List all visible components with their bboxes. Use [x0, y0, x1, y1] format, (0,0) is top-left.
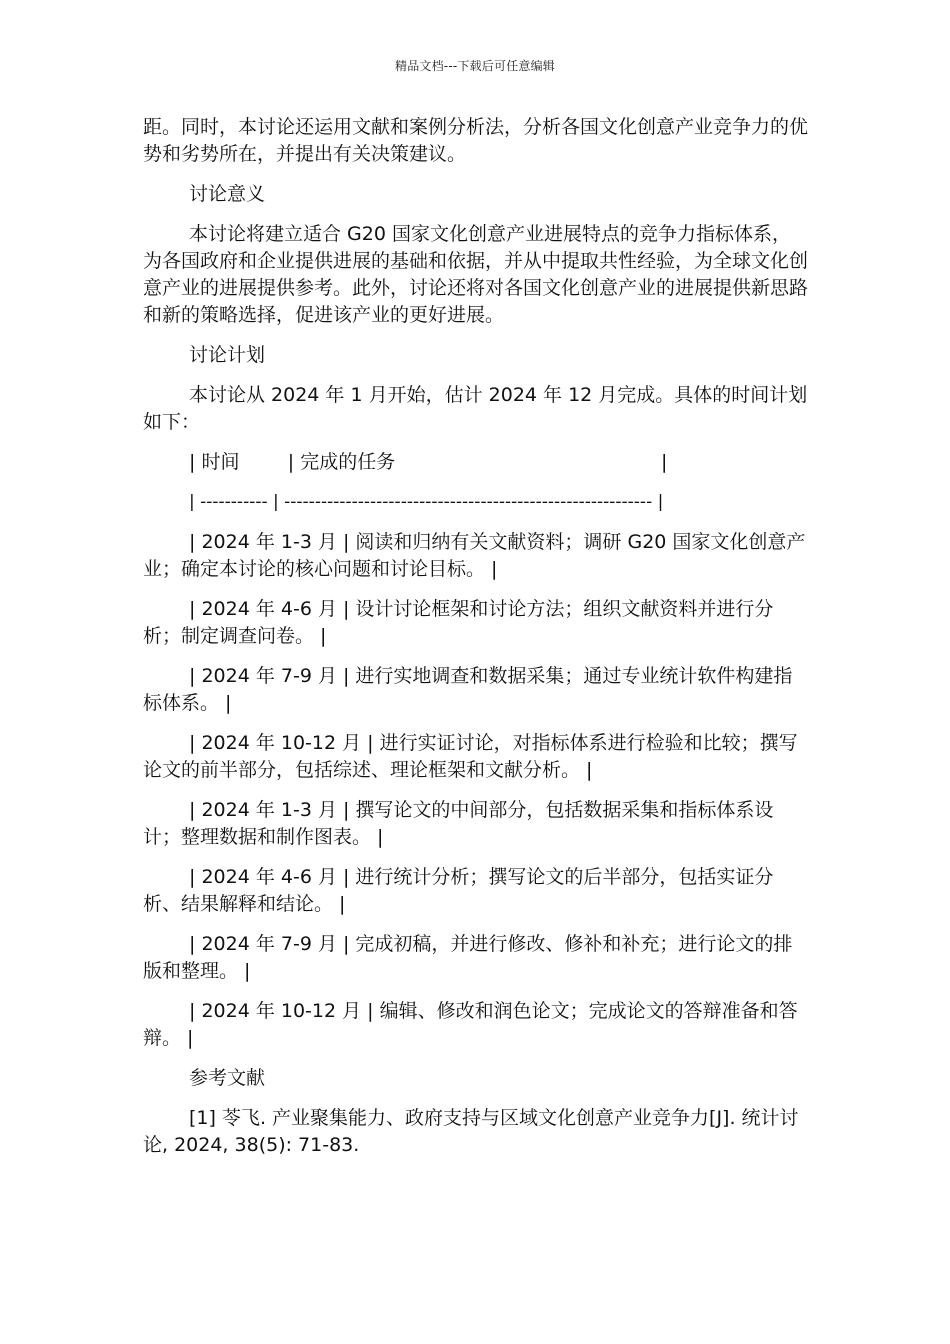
plan-paragraph: 本讨论从 2024 年 1 月开始，估计 2024 年 12 月完成。具体的时间计划如下：: [143, 384, 808, 433]
schedule-row: | 2024 年 10-12 月 | 进行实证讨论，对指标体系进行检验和比较；撰写论文的前半部分，包括综述、理论框架和文献分析。 |: [143, 732, 798, 781]
schedule-table-separator: | ----------- | ------------------------------------------------------------ |: [189, 492, 664, 512]
significance-paragraph: 本讨论将建立适合 G20 国家文化创意产业进展特点的竞争力指标体系，为各国政府和企业提供进展的基础和依据，并从中提取共性经验，为全球文化创意产业的进展提供参考。此外，讨论还将对各国文化创意产业的进展提供新思路和新的策略选择，促进该产业的更好进展。: [143, 223, 809, 326]
schedule-row: | 2024 年 10-12 月 | 编辑、修改和润色论文；完成论文的答辩准备和答辩。 |: [143, 1000, 798, 1049]
page-header: 精品文档---下载后可任意编辑: [395, 59, 555, 73]
significance-heading: 讨论意义: [189, 183, 266, 205]
schedule-row: | 2024 年 4-6 月 | 设计讨论框架和讨论方法；组织文献资料并进行分析；制定调查问卷。 |: [143, 598, 774, 647]
references-heading: 参考文献: [189, 1067, 266, 1089]
schedule-row: | 2024 年 1-3 月 | 撰写论文的中间部分，包括数据采集和指标体系设计；整理数据和制作图表。 |: [143, 799, 774, 848]
schedule-row: | 2024 年 4-6 月 | 进行统计分析；撰写论文的后半部分，包括实证分析、结果解释和结论。 |: [143, 866, 774, 915]
document-body: [143, 114, 808, 1172]
intro-continuation-paragraph: 距。同时，本讨论还运用文献和案例分析法，分析各国文化创意产业竞争力的优势和劣势所在，并提出有关决策建议。: [143, 116, 809, 165]
schedule-row: | 2024 年 7-9 月 | 进行实地调查和数据采集；通过专业统计软件构建指标体系。 |: [143, 665, 793, 714]
schedule-row: | 2024 年 1-3 月 | 阅读和归纳有关文献资料；调研 G20 国家文化创意产业；确定本讨论的核心问题和讨论目标。 |: [143, 531, 806, 580]
reference-item: [1] 苓飞. 产业聚集能力、政府支持与区域文化创意产业竞争力[J]. 统计讨论, 2024, 38(5): 71-83.: [143, 1107, 799, 1156]
schedule-row: | 2024 年 7-9 月 | 完成初稿，并进行修改、修补和补充；进行论文的排版和整理。 |: [143, 933, 793, 982]
plan-heading: 讨论计划: [189, 344, 266, 366]
schedule-table-header: | 时间 | 完成的任务 |: [189, 451, 668, 473]
